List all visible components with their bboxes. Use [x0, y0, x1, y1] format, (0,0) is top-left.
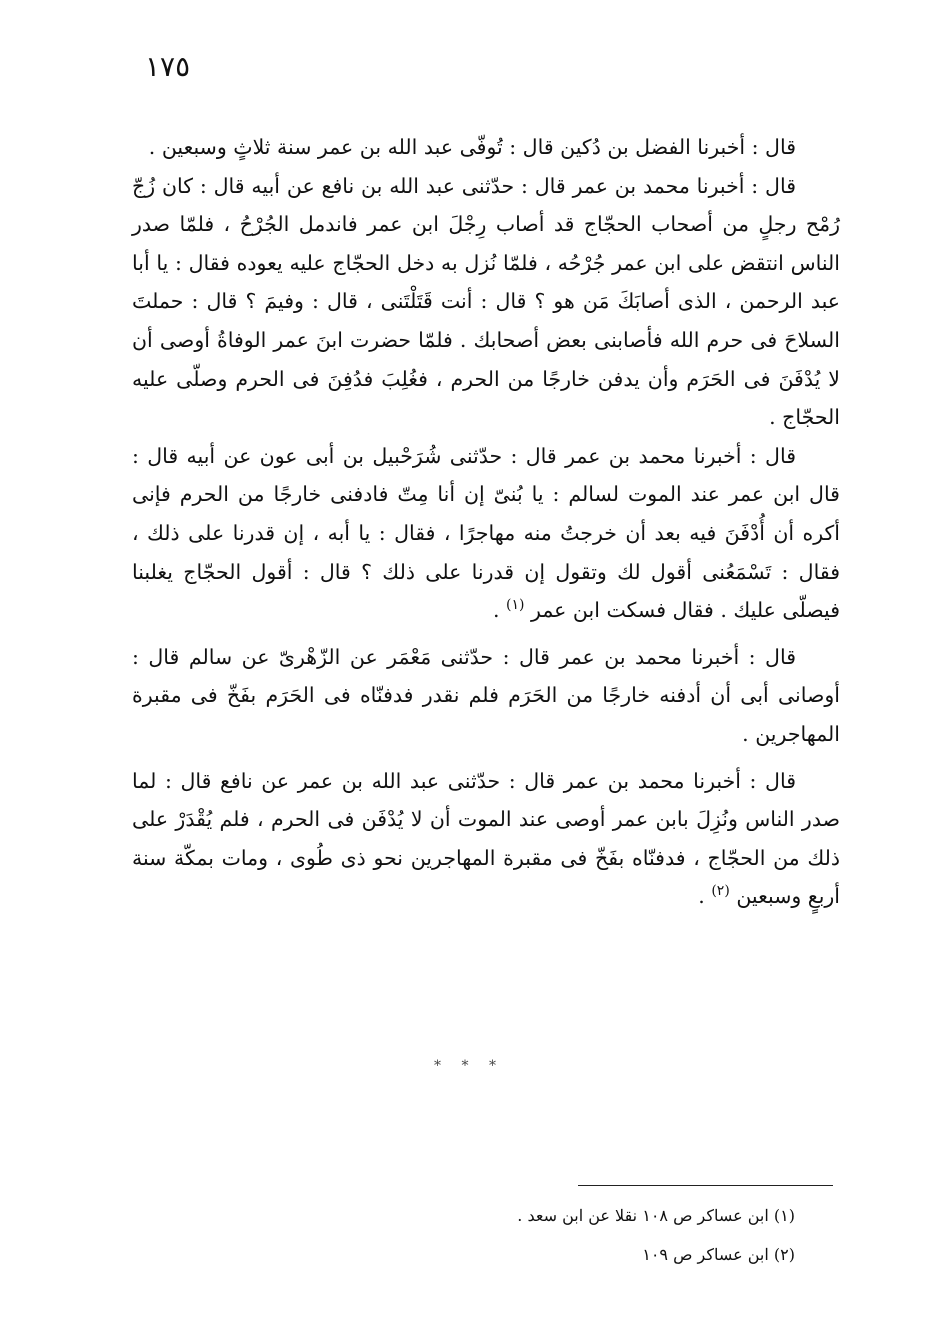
footnote-ref-2: (٢): [711, 883, 730, 900]
section-separator: * * *: [434, 1058, 504, 1074]
footnote-ref-1: (١): [506, 597, 525, 614]
footnote-divider: [578, 1185, 833, 1186]
footnote-1: (١) ابن عساكر ص ١٠٨ نقلا عن ابن سعد .: [517, 1206, 795, 1225]
paragraph-2: قال : أخبرنا محمد بن عمر قال : حدّثنى عبد الله بن نافع عن أبيه قال : كان زُجّ رُمْح رجلٍ من أصحاب الحجّاج قد أصاب رِجْلَ ابن عمر فاندمل الجُرْحُ ، فلمّا صدر الناس انتقض على ابن عمر جُرْحُه ، فلمّا نُزل به دخل الحجّاج عليه يعوده فقال : يا أبا عبد الرحمن ، الذى أصابَكَ مَن هو ؟ قال : أنت قَتَلْتَنى ، قال : وفيمَ ؟ قال : حملتَ السلاحَ فى حرم الله فأصابنى بعض أصحابك . فلمّا حضرت ابنَ عمر الوفاةُ أوصى أن لا يُدْفَنَ فى الحَرَم وأن يدفن خارجًا من الحرم ، فغُلِبَ فدُفِنَ فى الحرم وصلّى عليه الحجّاج .: [132, 173, 840, 430]
paragraph-5: قال : أخبرنا محمد بن عمر قال : حدّثنى عبد الله بن عمر عن نافع قال : لما صدر الناس ونُزِلَ بابن عمر أوصى عند الموت أن لا يُدْفَن فى الحرم ، فلم يُقْدَرْ على ذلك من الحجّاج ، فدفنّاه بفَخّ فى مقبرة المهاجرين نحو ذى طُوى ، ومات بمكّة سنة أربعٍ وسبعين $^{(٢)}$ .: [132, 768, 840, 909]
footnote-2: (٢) ابن عساكر ص ١٠٩: [642, 1245, 795, 1264]
paragraph-1: قال : أخبرنا الفضل بن دُكين قال : تُوفّى عبد الله بن عمر سنة ثلاثٍ وسبعين .: [148, 135, 796, 159]
paragraph-3: قال : أخبرنا محمد بن عمر قال : حدّثنى شُرَحْبيل بن أبى عون عن أبيه قال : قال ابن عمر عند الموت لسالم : يا بُنىّ إن أنا مِتّ فادفنى خارجًا من الحرم فإنى أكره أن أُدْفَنَ فيه بعد أن خرجتُ منه مهاجرًا ، فقال : يا أبه ، إن قدرنا على ذلك ، فقال : تَسْمَعُنى أقول لك وتقول إن قدرنا على ذلك ؟ قال : أقول الحجّاج يغلبنا فيصلّى عليك . فقال فسكت ابن عمر $^{(١)}$ .: [132, 443, 840, 623]
footnotes: [340, 1196, 795, 1274]
main-text: [132, 128, 840, 916]
page-number: ١٧٥: [145, 50, 191, 83]
paragraph-4: قال : أخبرنا محمد بن عمر قال : حدّثنى مَعْمَر عن الزّهْرىّ عن سالم قال : أوصانى أبى أن أدفنه خارجًا من الحَرَم فلم نقدر فدفنّاه فى الحَرَم بفَخّ فى مقبرة المهاجرين .: [132, 644, 840, 746]
